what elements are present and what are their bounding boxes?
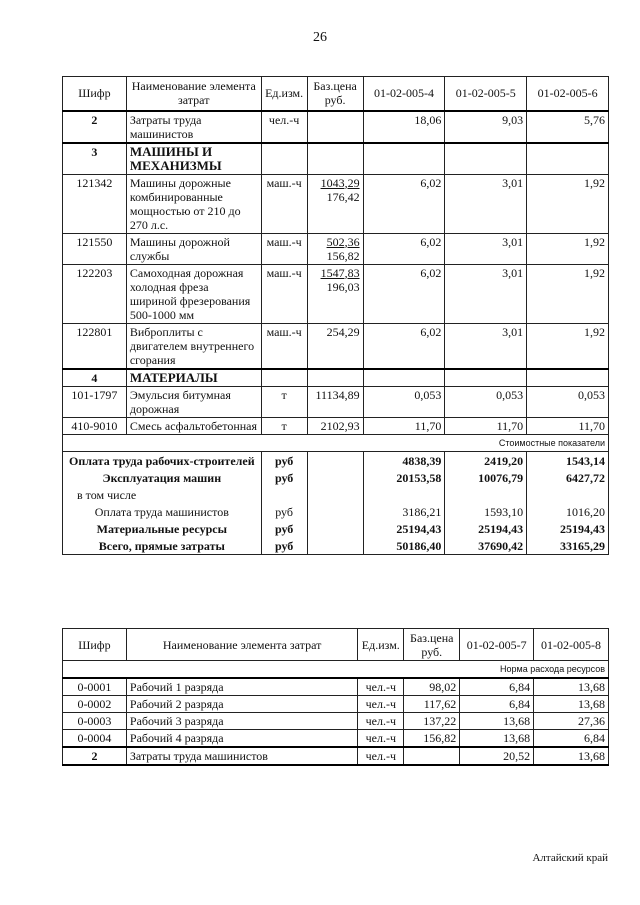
row-unit: маш.-ч — [261, 233, 307, 264]
row-code: 410-9010 — [63, 417, 127, 434]
row-value-1: 6,02 — [363, 174, 445, 233]
table-header-row — [63, 629, 609, 661]
cost-caption: Стоимостные показатели — [363, 434, 608, 451]
row-code: 2 — [63, 747, 127, 765]
row-value-3: 11,70 — [527, 417, 609, 434]
summary-value-1: 25194,43 — [363, 520, 445, 537]
row-value-3: 1,92 — [527, 233, 609, 264]
summary-name: Материальные ресурсы — [63, 520, 262, 537]
row-value-3: 5,76 — [527, 111, 609, 143]
norm-caption-row — [63, 661, 609, 679]
header-price: Баз.цена руб. — [404, 629, 460, 661]
summary-name: в том числе — [63, 486, 262, 503]
header-col-2: 01-02-005-5 — [445, 77, 527, 111]
row-name: Рабочий 3 разряда — [126, 713, 357, 730]
row-value-2: 3,01 — [445, 264, 527, 323]
region-footer: Алтайский край — [532, 852, 608, 864]
summary-name: Эксплуатация машин — [63, 469, 262, 486]
row-value-2: 13,68 — [534, 696, 609, 713]
row-unit: маш.-ч — [261, 323, 307, 369]
table-row — [63, 264, 609, 323]
summary-unit: руб — [261, 451, 307, 469]
row-code: 122801 — [63, 323, 127, 369]
row-value-2: 3,01 — [445, 174, 527, 233]
summary-value-3: 1016,20 — [527, 503, 609, 520]
row-name: Затраты труда машинистов — [126, 111, 261, 143]
row-code: 0-0003 — [63, 713, 127, 730]
row-unit: т — [261, 386, 307, 417]
row-price: 1547,83 196,03 — [307, 264, 363, 323]
row-value-2: 11,70 — [445, 417, 527, 434]
summary-value-2: 10076,79 — [445, 469, 527, 486]
header-col-2: 01-02-005-8 — [534, 629, 609, 661]
table-row — [63, 747, 609, 765]
row-value-1: 6,02 — [363, 233, 445, 264]
row-unit: чел.-ч — [358, 678, 404, 696]
table-row — [63, 417, 609, 434]
row-value-1: 6,02 — [363, 323, 445, 369]
page-number: 26 — [313, 30, 327, 45]
row-name: Виброплиты с двигателем внутреннего сгорания — [126, 323, 261, 369]
row-value-2: 27,36 — [534, 713, 609, 730]
summary-unit: руб — [261, 469, 307, 486]
summary-row — [63, 537, 609, 555]
summary-name: Оплата труда рабочих-строителей — [63, 451, 262, 469]
row-value-2: 13,68 — [534, 678, 609, 696]
row-price: 137,22 — [404, 713, 460, 730]
row-name: Смесь асфальтобетонная — [126, 417, 261, 434]
summary-value-2: 25194,43 — [445, 520, 527, 537]
header-code: Шифр — [63, 77, 127, 111]
row-price: 11134,89 — [307, 386, 363, 417]
row-name: Рабочий 4 разряда — [126, 730, 357, 748]
row-value-1: 18,06 — [363, 111, 445, 143]
row-value-1: 11,70 — [363, 417, 445, 434]
row-value-1: 20,52 — [460, 747, 534, 765]
table-row — [63, 323, 609, 369]
header-price: Баз.цена руб. — [307, 77, 363, 111]
summary-row — [63, 503, 609, 520]
row-value-2: 13,68 — [534, 747, 609, 765]
row-price: 117,62 — [404, 696, 460, 713]
section-code: 3 — [63, 143, 127, 175]
row-code: 121550 — [63, 233, 127, 264]
resource-table-2 — [62, 628, 609, 766]
table-row — [63, 730, 609, 748]
row-value-1: 6,84 — [460, 696, 534, 713]
row-name: Машины дорожной службы — [126, 233, 261, 264]
row-name: Эмульсия битумная дорожная — [126, 386, 261, 417]
summary-row — [63, 520, 609, 537]
row-price: 98,02 — [404, 678, 460, 696]
row-code: 121342 — [63, 174, 127, 233]
table-row — [63, 678, 609, 696]
header-unit: Ед.изм. — [358, 629, 404, 661]
row-code: 2 — [63, 111, 127, 143]
summary-name: Всего, прямые затраты — [63, 537, 262, 555]
cost-caption-row — [63, 434, 609, 451]
row-price — [307, 111, 363, 143]
row-value-2: 6,84 — [534, 730, 609, 748]
summary-value-3: 6427,72 — [527, 469, 609, 486]
norm-caption: Норма расхода ресурсов — [460, 661, 609, 679]
summary-row — [63, 469, 609, 486]
row-code: 0-0004 — [63, 730, 127, 748]
row-unit: чел.-ч — [358, 696, 404, 713]
row-value-2: 0,053 — [445, 386, 527, 417]
summary-value-2: 1593,10 — [445, 503, 527, 520]
header-col-1: 01-02-005-7 — [460, 629, 534, 661]
table-row — [63, 174, 609, 233]
row-price — [404, 747, 460, 765]
header-unit: Ед.изм. — [261, 77, 307, 111]
row-unit: маш.-ч — [261, 174, 307, 233]
row-unit: чел.-ч — [261, 111, 307, 143]
summary-row — [63, 486, 609, 503]
header-name: Наименование элемента затрат — [126, 77, 261, 111]
summary-value-2: 37690,42 — [445, 537, 527, 555]
header-code: Шифр — [63, 629, 127, 661]
row-price: 156,82 — [404, 730, 460, 748]
summary-value-3: 1543,14 — [527, 451, 609, 469]
row-value-2: 3,01 — [445, 233, 527, 264]
table-row — [63, 696, 609, 713]
row-price: 502,36 156,82 — [307, 233, 363, 264]
section-title: МАТЕРИАЛЫ — [126, 369, 261, 387]
header-col-1: 01-02-005-4 — [363, 77, 445, 111]
row-value-3: 1,92 — [527, 323, 609, 369]
row-value-1: 6,84 — [460, 678, 534, 696]
row-value-1: 13,68 — [460, 730, 534, 748]
row-value-3: 1,92 — [527, 174, 609, 233]
section-row-machines — [63, 143, 609, 175]
row-price: 2102,93 — [307, 417, 363, 434]
table-row — [63, 713, 609, 730]
summary-unit: руб — [261, 537, 307, 555]
header-name: Наименование элемента затрат — [126, 629, 357, 661]
row-unit: чел.-ч — [358, 747, 404, 765]
summary-row — [63, 451, 609, 469]
row-code: 122203 — [63, 264, 127, 323]
row-unit: чел.-ч — [358, 730, 404, 748]
row-price: 254,29 — [307, 323, 363, 369]
row-name: Самоходная дорожная холодная фреза шириной фрезерования 500-1000 мм — [126, 264, 261, 323]
row-unit: т — [261, 417, 307, 434]
row-name: Рабочий 1 разряда — [126, 678, 357, 696]
row-name: Затраты труда машинистов — [126, 747, 357, 765]
row-name: Рабочий 2 разряда — [126, 696, 357, 713]
summary-unit: руб — [261, 520, 307, 537]
summary-value-3: 25194,43 — [527, 520, 609, 537]
resource-table-1 — [62, 76, 609, 555]
row-code: 101-1797 — [63, 386, 127, 417]
summary-value-3: 33165,29 — [527, 537, 609, 555]
row-value-1: 13,68 — [460, 713, 534, 730]
row-code: 0-0002 — [63, 696, 127, 713]
row-value-1: 6,02 — [363, 264, 445, 323]
header-col-3: 01-02-005-6 — [527, 77, 609, 111]
table-row — [63, 233, 609, 264]
row-unit: маш.-ч — [261, 264, 307, 323]
row-unit: чел.-ч — [358, 713, 404, 730]
summary-value-1: 3186,21 — [363, 503, 445, 520]
row-value-3: 0,053 — [527, 386, 609, 417]
table-row — [63, 111, 609, 143]
summary-value-1: 4838,39 — [363, 451, 445, 469]
table-header-row — [63, 77, 609, 111]
section-title: МАШИНЫ И МЕХАНИЗМЫ — [126, 143, 261, 175]
table-row — [63, 386, 609, 417]
section-row-materials — [63, 369, 609, 387]
row-value-2: 9,03 — [445, 111, 527, 143]
row-price: 1043,29 176,42 — [307, 174, 363, 233]
row-value-1: 0,053 — [363, 386, 445, 417]
row-name: Машины дорожные комбинированные мощностью от 210 до 270 л.с. — [126, 174, 261, 233]
section-code: 4 — [63, 369, 127, 387]
summary-value-1: 50186,40 — [363, 537, 445, 555]
summary-value-2: 2419,20 — [445, 451, 527, 469]
row-value-3: 1,92 — [527, 264, 609, 323]
row-value-2: 3,01 — [445, 323, 527, 369]
summary-name: Оплата труда машинистов — [63, 503, 262, 520]
row-code: 0-0001 — [63, 678, 127, 696]
summary-unit: руб — [261, 503, 307, 520]
summary-value-1: 20153,58 — [363, 469, 445, 486]
